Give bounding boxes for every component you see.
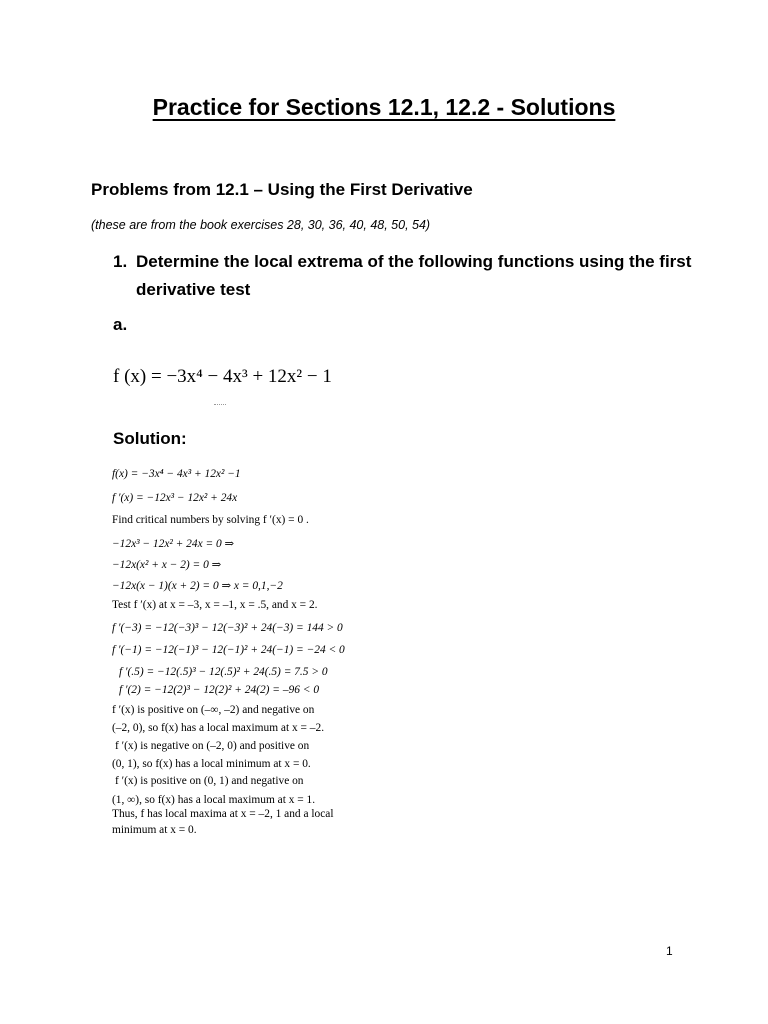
solution-line: f ′(−1) = −12(−1)³ − 12(−1)² + 24(−1) = −24 < 0: [112, 644, 345, 656]
solution-line: (0, 1), so f(x) has a local minimum at x = 0.: [112, 758, 311, 770]
solution-line: f ′(2) = −12(2)³ − 12(2)² + 24(2) = –96 < 0: [119, 684, 320, 696]
problem-number: 1.: [113, 252, 128, 271]
solution-line: −12x³ − 12x² + 24x = 0 ⇒: [112, 538, 235, 550]
solution-label: Solution:: [113, 429, 187, 448]
solution-line: f ′(x) is positive on (0, 1) and negative on: [115, 775, 304, 787]
document-title: Practice for Sections 12.1, 12.2 - Solutions: [152, 94, 616, 120]
solution-line: f ′(−3) = −12(−3)³ − 12(−3)² + 24(−3) = 144 > 0: [112, 622, 343, 634]
section-heading: Problems from 12.1 – Using the First Derivative: [91, 180, 473, 199]
page-number: 1: [666, 944, 673, 958]
solution-line: f ′(.5) = −12(.5)³ − 12(.5)² + 24(.5) = 7.5 > 0: [119, 666, 328, 678]
solution-line: f ′(x) is negative on (–2, 0) and positive on: [115, 740, 310, 752]
scan-artifact: [214, 404, 226, 407]
solution-line: −12x(x² + x − 2) = 0 ⇒: [112, 559, 222, 571]
part-label: a.: [113, 315, 128, 334]
solution-line: f ′(x) is positive on (–∞, –2) and negative on: [112, 704, 315, 716]
solution-line: −12x(x − 1)(x + 2) = 0 ⇒ x = 0,1,−2: [112, 580, 283, 592]
solution-line: Thus, f has local maxima at x = –2, 1 and a local: [112, 808, 334, 820]
solution-line: Test f ′(x) at x = –3, x = –1, x = .5, and x = 2.: [112, 599, 318, 611]
section-note: (these are from the book exercises 28, 30, 36, 40, 48, 50, 54): [91, 218, 431, 232]
solution-line: minimum at x = 0.: [112, 824, 197, 836]
function-definition: f (x) = −3x⁴ − 4x³ + 12x² − 1: [113, 366, 332, 387]
problem-text: Determine the local extrema of the following functions using the first derivative test: [136, 252, 692, 299]
solution-line: Find critical numbers by solving f ′(x) = 0 .: [112, 514, 309, 526]
solution-line: f ′(x) = −12x³ − 12x² + 24x: [112, 492, 238, 504]
solution-line: (–2, 0), so f(x) has a local maximum at x = –2.: [112, 722, 325, 734]
solution-line: (1, ∞), so f(x) has a local maximum at x = 1.: [112, 794, 316, 806]
problem-statement: [113, 248, 693, 304]
solution-line: f(x) = −3x⁴ − 4x³ + 12x² −1: [112, 468, 241, 480]
